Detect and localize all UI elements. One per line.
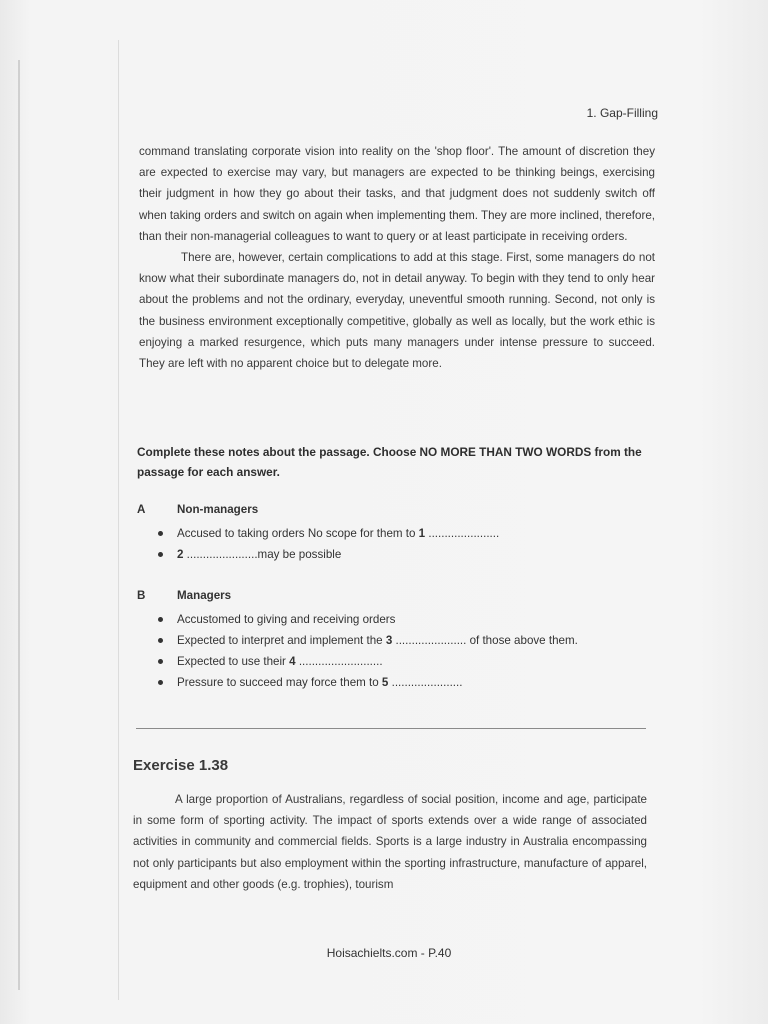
gap-number: 5 bbox=[381, 676, 389, 689]
bullet-icon bbox=[158, 617, 163, 622]
gap-number: 3 bbox=[385, 634, 393, 647]
section-b-list bbox=[137, 609, 657, 693]
bullet-icon bbox=[158, 531, 163, 536]
list-item: Expected to use their 4 .......................... bbox=[137, 651, 657, 672]
notes-section-a bbox=[137, 503, 657, 565]
list-item: Pressure to succeed may force them to 5 ...................... bbox=[137, 672, 657, 693]
list-item: Accustomed to giving and receiving orders bbox=[137, 609, 657, 630]
exercise-paragraph: A large proportion of Australians, regardless of social position, income and age, participate in some form of sporting activity. The impact of sports extends over a wide range of associated activities in community and commercial fields. Sports is a large industry in Australia encompassing not only participants but also employment within the sporting infrastructure, manufacture of apparel, equipment and other goods (e.g. trophies), tourism bbox=[133, 793, 647, 891]
section-divider bbox=[136, 728, 646, 729]
exercise-title: Exercise 1.38 bbox=[133, 757, 229, 774]
section-heading: Managers bbox=[177, 589, 232, 602]
gap-number: 1 bbox=[418, 527, 426, 540]
bullet-icon bbox=[158, 680, 163, 685]
page-edge-shadow bbox=[18, 60, 20, 990]
list-item: Expected to interpret and implement the 3 ...................... of those above them. bbox=[137, 630, 657, 651]
exercise-passage bbox=[133, 789, 647, 895]
section-heading: Non-managers bbox=[177, 503, 259, 516]
bullet-icon bbox=[158, 638, 163, 643]
notes-section-b bbox=[137, 589, 657, 693]
passage-paragraph-2: There are, however, certain complications to add at this stage. First, some managers do not know what their subordinate managers do, not in detail anyway. To begin with they tend to only hear about the problems and not the ordinary, everyday, uneventful smooth running. Second, not only is the business environment exceptionally competitive, globally as well as locally, but the work ethic is enjoying a marked resurgence, which puts many managers under intense pressure to succeed. They are left with no apparent choice but to delegate more. bbox=[139, 251, 655, 371]
passage bbox=[139, 141, 655, 374]
gap-number: 2 bbox=[177, 548, 184, 561]
instructions: Complete these notes about the passage. Choose NO MORE THAN TWO WORDS from the passage for each answer. bbox=[137, 445, 642, 479]
section-letter: B bbox=[137, 589, 146, 602]
gap-number: 4 bbox=[289, 655, 296, 668]
chapter-header: 1. Gap-Filling bbox=[586, 106, 658, 120]
list-item: 2 ......................may be possible bbox=[137, 544, 657, 565]
bullet-icon bbox=[158, 552, 163, 557]
section-a-list bbox=[137, 523, 657, 565]
passage-paragraph-1: command translating corporate vision into reality on the 'shop floor'. The amount of discretion they are expected to exercise may vary, but managers are expected to be thinking beings, exercising their judgment in how they go about their tasks, and that judgment does not suddenly switch off when taking orders and switch on again when implementing them. They are more inclined, therefore, than their non-managerial colleagues to want to query or at least participate in receiving orders. bbox=[139, 145, 655, 243]
page-footer: Hoisachielts.com - P.40 bbox=[326, 946, 452, 960]
section-letter: A bbox=[137, 503, 146, 516]
bullet-icon bbox=[158, 659, 163, 664]
list-item: Accused to taking orders No scope for them to 1 ...................... bbox=[137, 523, 657, 544]
